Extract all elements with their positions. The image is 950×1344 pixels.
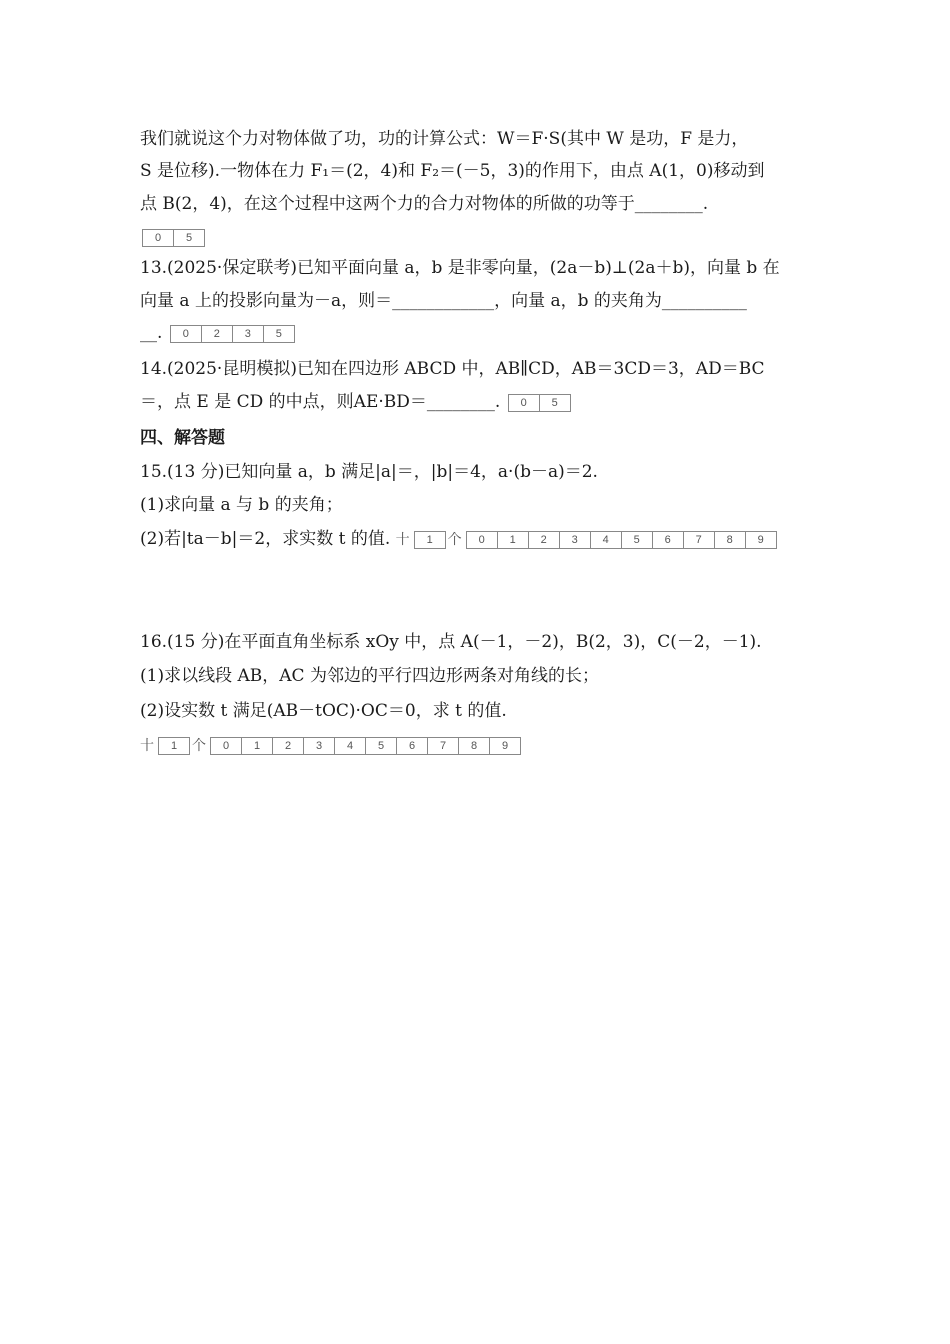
text-line: 向量 a 上的投影向量为－a，则＝____________，向量 a，b 的夹角为__________	[140, 291, 747, 311]
score-box[interactable]: 6	[396, 737, 427, 755]
score-box[interactable]: 7	[683, 531, 714, 549]
text-line: S 是位移).一物体在力 F₁＝(2，4)和 F₂＝(－5，3)的作用下，由点 A(1，0)移动到	[140, 161, 765, 181]
score-box[interactable]: 9	[745, 531, 777, 549]
score-row-q14	[140, 391, 820, 413]
score-box[interactable]: 3	[559, 531, 590, 549]
text-line: 我们就说这个力对物体做了功，功的计算公式：W＝F·S(其中 W 是功，F 是力，	[140, 129, 749, 149]
score-box[interactable]: 1	[158, 737, 190, 755]
tens-boxes	[158, 737, 190, 755]
text-line: ＝，点 E 是 CD 的中点，则AE·BD＝________.	[140, 392, 501, 412]
score-box[interactable]: 3	[232, 325, 263, 343]
text-line: (2)若|ta－b|＝2，求实数 t 的值.	[140, 529, 391, 549]
score-row-q13	[140, 322, 820, 344]
score-box[interactable]: 9	[489, 737, 521, 755]
score-box[interactable]: 6	[652, 531, 683, 549]
score-box[interactable]: 4	[334, 737, 365, 755]
score-box[interactable]: 5	[173, 229, 205, 247]
tens-label: 十	[140, 737, 154, 754]
score-row-q12	[140, 226, 820, 248]
score-box[interactable]: 4	[590, 531, 621, 549]
score-box[interactable]: 3	[303, 737, 334, 755]
score-row-q16	[140, 734, 820, 757]
section-heading: 四、解答题	[140, 428, 225, 448]
text-line: 14.(2025·昆明模拟)已知在四边形 ABCD 中，AB∥CD，AB＝3CD＝3，AD＝BC	[140, 359, 765, 379]
score-box[interactable]: 7	[427, 737, 458, 755]
tens-label: 十	[395, 531, 410, 548]
score-box[interactable]: 1	[414, 531, 446, 549]
score-row-q15	[140, 528, 820, 551]
score-box[interactable]: 5	[365, 737, 396, 755]
score-box[interactable]: 0	[170, 325, 201, 343]
score-box[interactable]: 8	[714, 531, 745, 549]
score-box[interactable]: 2	[528, 531, 559, 549]
text-line: (2)设实数 t 满足(AB－tOC)·OC＝0，求 t 的值.	[140, 701, 507, 721]
text-line: 13.(2025·保定联考)已知平面向量 a，b 是非零向量，(2a－b)⊥(2a＋b)，向量 b 在	[140, 258, 780, 278]
score-box[interactable]: 0	[210, 737, 241, 755]
score-box[interactable]: 5	[263, 325, 295, 343]
text-line: (1)求向量 a 与 b 的夹角；	[140, 495, 343, 515]
score-box[interactable]: 0	[142, 229, 173, 247]
score-box[interactable]: 5	[539, 394, 571, 412]
ones-label: 个	[447, 531, 462, 548]
ones-boxes	[210, 737, 521, 755]
score-box[interactable]: 0	[508, 394, 539, 412]
text-line: 点 B(2，4)，在这个过程中这两个力的合力对物体的所做的功等于________.	[140, 194, 709, 214]
score-box[interactable]: 1	[241, 737, 272, 755]
score-box[interactable]: 5	[621, 531, 652, 549]
text-line: 15.(13 分)已知向量 a，b 满足|a|＝，|b|＝4，a·(b－a)＝2.	[140, 462, 598, 482]
text-line: __.	[140, 323, 163, 343]
score-box[interactable]: 1	[497, 531, 528, 549]
ones-label: 个	[192, 737, 206, 754]
score-box[interactable]: 0	[466, 531, 497, 549]
score-box[interactable]: 2	[201, 325, 232, 343]
score-boxes	[508, 394, 571, 412]
ones-boxes	[466, 531, 777, 549]
score-box[interactable]: 2	[272, 737, 303, 755]
text-line: 16.(15 分)在平面直角坐标系 xOy 中，点 A(－1，－2)，B(2，3)，C(－2，－1).	[140, 632, 762, 652]
text-line: (1)求以线段 AB，AC 为邻边的平行四边形两条对角线的长；	[140, 666, 599, 686]
score-boxes	[170, 325, 295, 343]
score-boxes	[142, 229, 205, 247]
tens-boxes	[414, 531, 446, 549]
score-box[interactable]: 8	[458, 737, 489, 755]
